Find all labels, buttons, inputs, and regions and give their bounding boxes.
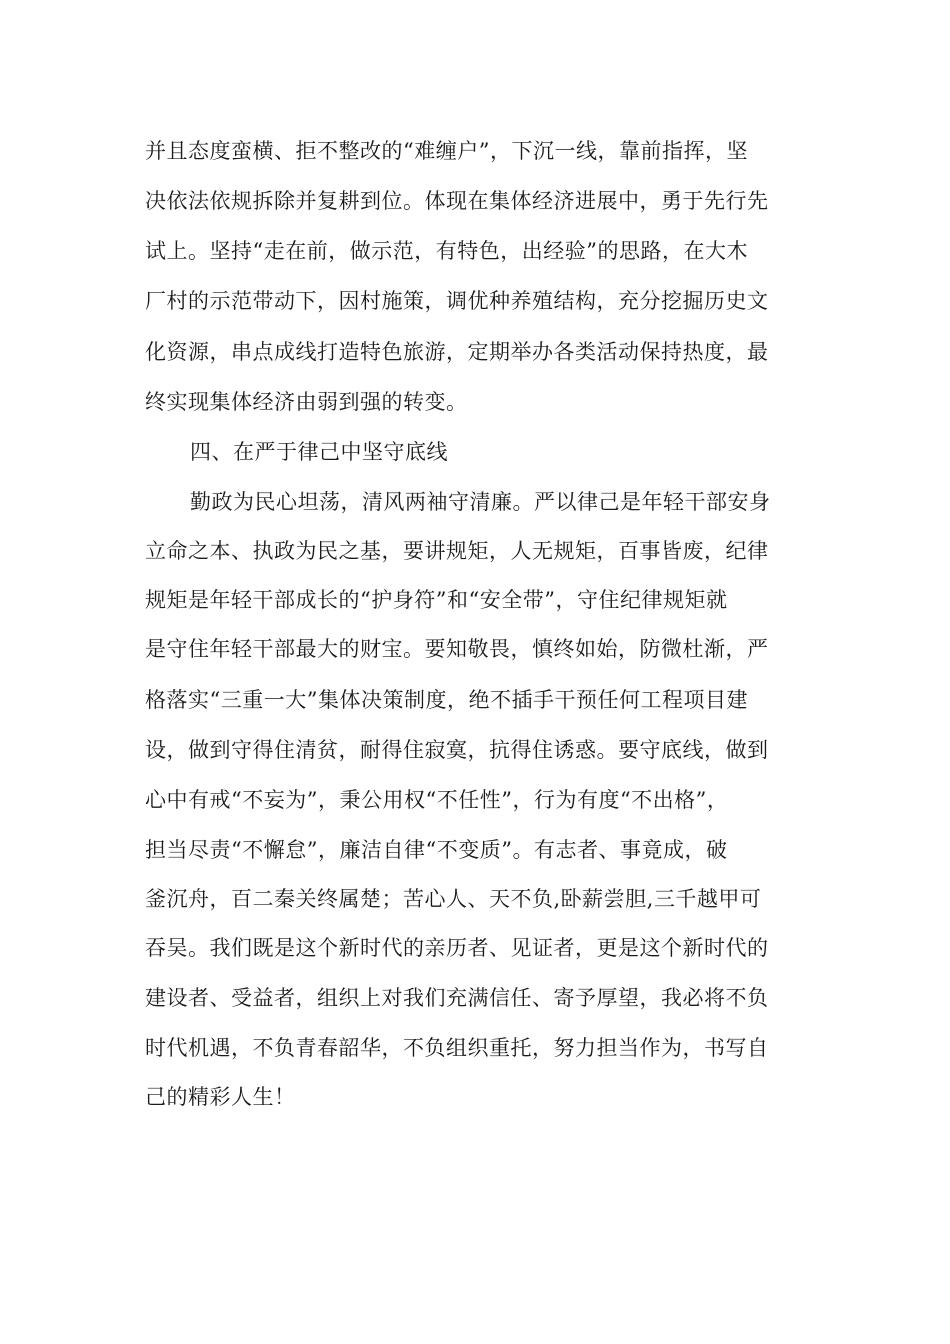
paragraph-line: 建设者、受益者，组织上对我们充满信任、寄予厚望，我必将不负: [145, 986, 769, 1010]
paragraph-line: 己的精彩人生！: [145, 1085, 296, 1109]
section-heading: 四、在严于律己中坚守底线: [190, 440, 448, 464]
paragraph-line: 规矩是年轻干部成长的“护身符”和“安全带”，守住纪律规矩就: [145, 588, 728, 612]
paragraph-line: 立命之本、执政为民之基，要讲规矩，人无规矩，百事皆废，纪律: [145, 539, 769, 563]
paragraph-line: 终实现集体经济由弱到强的转变。: [145, 390, 468, 414]
paragraph-line: 试上。坚持“走在前，做示范，有特色，出经验”的思路，在大木: [145, 239, 748, 263]
paragraph-line: 釜沉舟，百二秦关终属楚；苦心人、天不负,卧薪尝胆,三千越甲可: [145, 887, 762, 911]
paragraph-line: 时代机遇，不负青春韶华，不负组织重托，努力担当作为，书写自: [145, 1036, 769, 1060]
paragraph-line: 格落实“三重一大”集体决策制度，绝不插手干预任何工程项目建: [145, 688, 748, 712]
paragraph-line: 担当尽责“不懈怠”，廉洁自律“不变质”。有志者、事竟成，破: [145, 838, 728, 862]
paragraph-line: 吞吴。我们既是这个新时代的亲历者、见证者，更是这个新时代的: [145, 936, 769, 960]
paragraph-line: 并且态度蛮横、拒不整改的“难缠户”，下沉一线，靠前指挥，坚: [145, 139, 748, 163]
paragraph-line: 决依法依规拆除并复耕到位。体现在集体经济进展中，勇于先行先: [145, 189, 769, 213]
paragraph-line: 勤政为民心坦荡，清风两袖守清廉。严以律己是年轻干部安身: [190, 490, 771, 514]
paragraph-line: 心中有戒“不妄为”，秉公用权“不任性”，行为有度“不出格”，: [145, 788, 729, 812]
paragraph-line: 厂村的示范带动下，因村施策，调优种养殖结构，充分挖掘历史文: [145, 289, 769, 313]
paragraph-line: 设，做到守得住清贫，耐得住寂寞，抗得住诱惑。要守底线，做到: [145, 738, 769, 762]
paragraph-line: 化资源，串点成线打造特色旅游，定期举办各类活动保持热度，最: [145, 340, 769, 364]
paragraph-line: 是守住年轻干部最大的财宝。要知敬畏，慎终如始，防微杜渐，严: [145, 637, 769, 661]
